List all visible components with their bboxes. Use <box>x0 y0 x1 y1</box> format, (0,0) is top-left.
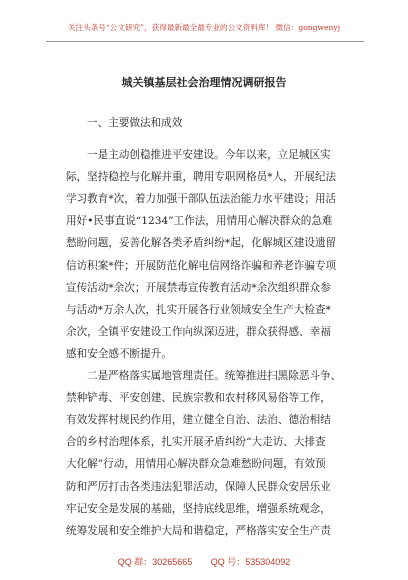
paragraph-line: 感和安全感不断提升。 <box>66 347 172 360</box>
paragraph-1 <box>66 144 366 365</box>
paragraph-line: 与活动*万余人次，扎实开展各行业领域安全生产大检查* <box>66 303 331 316</box>
document-body <box>66 112 366 542</box>
paragraph-line: 学习教育*次，着力加强干部队伍法治能力水平建设；用活 <box>66 193 337 206</box>
document-title: 城关镇基层社会治理情况调研报告 <box>121 76 287 89</box>
paragraph-line: 际，坚持稳控与化解并重，聘用专职网格员*人，开展纪法 <box>66 171 337 184</box>
paragraph-line: 余次，全镇平安建设工作向纵深迈进，群众获得感、幸福 <box>66 325 331 338</box>
paragraph-line: 二是严格落实属地管理责任。统筹推进扫黑除恶斗争、 <box>87 370 342 383</box>
paragraph-2 <box>66 365 366 542</box>
footer-qq-group: QQ 群：30265665 <box>117 557 193 567</box>
paragraph-line: 一是主动创稳推进平安建设。今年以来，立足城区实 <box>87 149 331 162</box>
paragraph-line: 用好•民事直说“1234”工作法，用情用心解决群众的急难 <box>66 215 333 228</box>
footer-qq-number: QQ 号：535304092 <box>210 557 291 567</box>
header-divider <box>46 41 364 42</box>
paragraph-line: 宣传活动*余次；开展禁毒宣传教育活动*余次组织群众参 <box>66 281 331 294</box>
footer-contact <box>0 555 408 568</box>
paragraph-line: 有效发挥村规民约作用，建立健全自治、法治、德治相结 <box>66 414 331 427</box>
paragraph-line: 统筹发展和安全维护大局和谐稳定，严格落实安全生产责 <box>66 524 331 537</box>
paragraph-line: 信访积案*件；开展防范化解电信网络诈骗和养老诈骗专项 <box>66 259 337 272</box>
paragraph-line: 愁盼问题，妥善化解各类矛盾纠纷*起，化解城区建设遗留 <box>66 237 337 250</box>
paragraph-line: 合的乡村治理体系，扎实开展矛盾纠纷“大走访、大排查 <box>66 436 326 449</box>
header-banner: 关注头条号“公文研究”，获得最新最全最专业的公文资料库！ 微信：gongwenyj <box>67 23 341 32</box>
paragraph-line: 禁种铲毒、平安创建、民族宗教和农村移风易俗等工作， <box>66 392 331 405</box>
section-heading: 一、主要做法和成效 <box>87 117 183 129</box>
paragraph-line: 防和严厉打击各类违法犯罪活动，保障人民群众安居乐业 <box>66 480 331 493</box>
paragraph-line: 牢记安全是发展的基础，坚持底线思维，增强系统观念， <box>66 502 331 515</box>
paragraph-line: 大化解”行动，用情用心解决群众急难愁盼问题，有效预 <box>66 458 326 471</box>
